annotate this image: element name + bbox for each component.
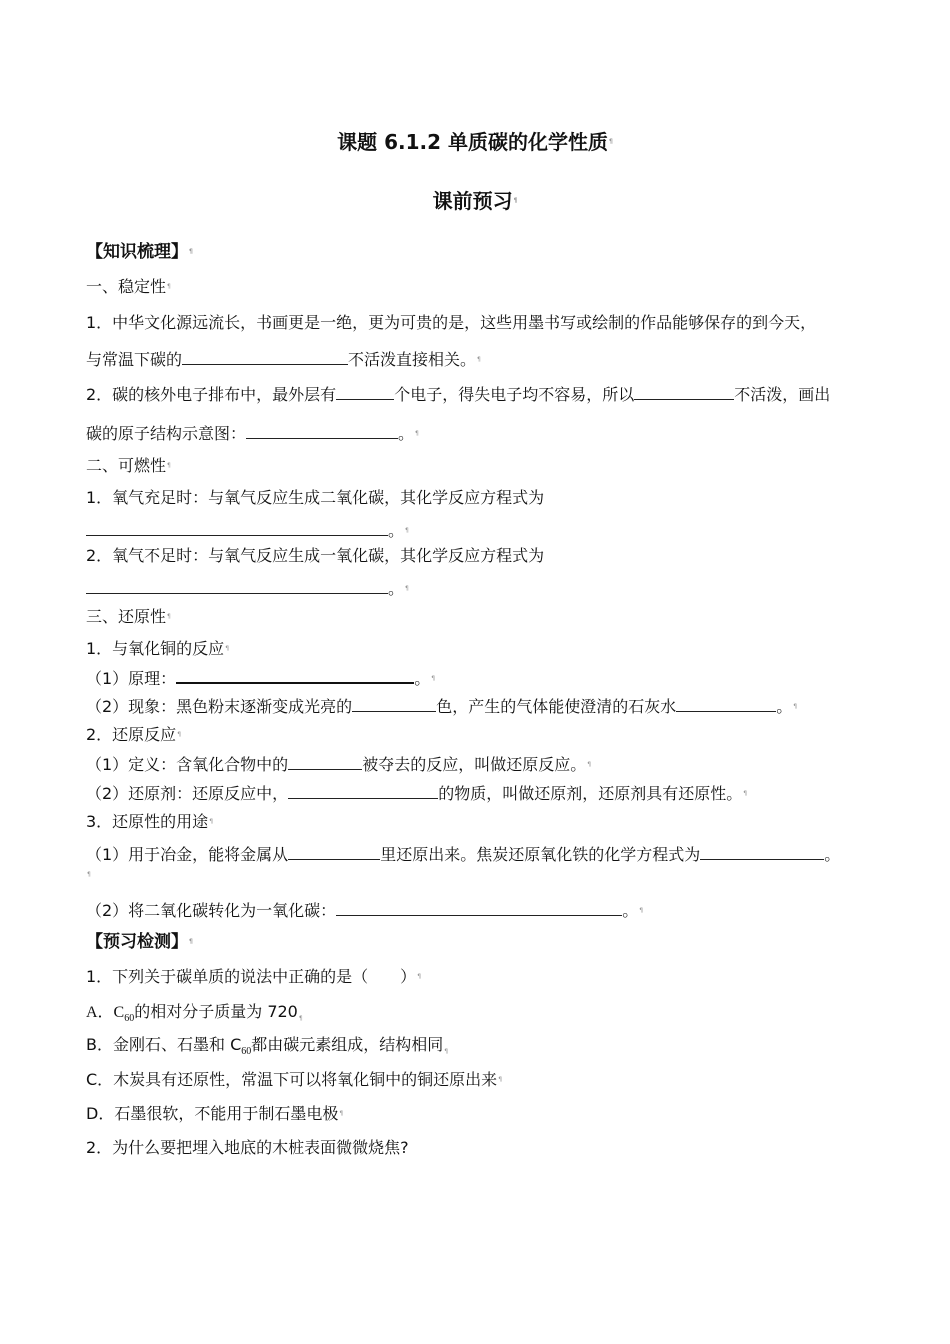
- section-heading-knowledge: [86, 241, 193, 263]
- combustion-1-answer: [86, 519, 409, 542]
- question-text: 1．中华文化源远流长，书画更是一绝，更为可贵的是，这些用墨书写或绘制的作品能够保存的到今天，: [86, 313, 817, 332]
- answer-blank[interactable]: [700, 843, 824, 860]
- co2-to-co: [86, 899, 643, 922]
- paragraph-mark: ¶: [431, 675, 436, 682]
- question-text: 的物质，叫做还原剂，还原剂具有还原性。: [438, 784, 743, 803]
- metallurgy-mark: [86, 864, 91, 886]
- combustion-1: [86, 487, 544, 509]
- option-text: 都由碳元素组成，结构相同: [251, 1035, 444, 1054]
- reducing-agent: [86, 782, 747, 805]
- question-text: 。: [622, 901, 639, 920]
- paragraph-mark: ¶: [417, 973, 422, 980]
- reaction-phenomenon: [86, 695, 797, 718]
- answer-blank[interactable]: [352, 695, 436, 712]
- page-title: [0, 128, 950, 156]
- page-subtitle: [0, 187, 950, 215]
- paragraph-mark: ¶: [587, 761, 592, 768]
- option-subscript: 60: [124, 1013, 135, 1025]
- question-text: 3．还原性的用途: [86, 812, 209, 831]
- paragraph-mark: ¶: [339, 1110, 344, 1117]
- paragraph-mark: ¶: [167, 283, 171, 290]
- option-text: 的相对分子质量为 720: [134, 1002, 298, 1021]
- page-title-text: 课题 6.1.2 单质碳的化学性质: [337, 130, 609, 154]
- question-text: 里还原出来。焦炭还原氧化铁的化学方程式为: [380, 845, 701, 864]
- paragraph-mark: ¶: [405, 527, 409, 534]
- paragraph-mark: ¶: [477, 356, 481, 363]
- option-a[interactable]: [86, 1001, 303, 1030]
- question-text: 。: [776, 697, 793, 716]
- question-text: 碳的原子结构示意图：: [86, 424, 247, 443]
- check-question-2: [86, 1137, 409, 1159]
- paragraph-mark: ¶: [444, 1048, 449, 1056]
- paragraph-mark: ¶: [498, 1076, 503, 1083]
- question-text: 。: [824, 845, 841, 864]
- option-text: C．木炭具有还原性，常温下可以将氧化铜中的铜还原出来: [86, 1070, 498, 1089]
- paragraph-mark: ¶: [87, 871, 91, 878]
- combustion-2-answer: [86, 577, 409, 600]
- paragraph-mark: ¶: [177, 731, 182, 738]
- reaction-principle: [86, 666, 435, 690]
- subsection-stability: [86, 276, 171, 298]
- question-text: 1．下列关于碳单质的说法中正确的是（ ）: [86, 967, 417, 986]
- question-text: 。: [388, 579, 405, 598]
- answer-blank[interactable]: [288, 782, 438, 799]
- subsection-text: 一、稳定性: [86, 277, 167, 296]
- paragraph-mark: ¶: [415, 430, 419, 437]
- question-text: （1）定义：含氧化合物中的: [86, 755, 289, 774]
- question-text: 1．氧气充足时：与氧气反应生成二氧化碳，其化学反应方程式为: [86, 488, 545, 507]
- subsection-text: 三、还原性: [86, 607, 167, 626]
- metallurgy-use: [86, 843, 840, 866]
- question-text: 色，产生的气体能使澄清的石灰水: [436, 697, 677, 716]
- question-text: 个电子，得失电子均不容易，所以: [394, 385, 635, 404]
- reduction-reaction: [86, 724, 181, 746]
- question-text: （2）将二氧化碳转化为一氧化碳：: [86, 901, 337, 920]
- question-text: （2）还原剂：还原反应中，: [86, 784, 289, 803]
- option-c[interactable]: [86, 1069, 502, 1091]
- reduction-definition: [86, 753, 591, 776]
- answer-blank[interactable]: [182, 348, 348, 365]
- paragraph-mark: ¶: [513, 197, 518, 204]
- paragraph-mark: ¶: [189, 248, 193, 255]
- question-text: 2．碳的核外电子排布中，最外层有: [86, 385, 337, 404]
- question-text: 被夺去的反应，叫做还原反应。: [362, 755, 587, 774]
- page-subtitle-text: 课前预习: [432, 189, 513, 213]
- subsection-flammability: [86, 455, 171, 477]
- reducibility-uses: [86, 811, 213, 833]
- question-text: （1）用于冶金，能将金属从: [86, 845, 289, 864]
- answer-blank[interactable]: [336, 383, 394, 400]
- answer-blank[interactable]: [86, 577, 388, 594]
- question-1-line-b: [86, 348, 481, 371]
- check-question-1: [86, 966, 421, 988]
- answer-blank[interactable]: [86, 519, 388, 536]
- question-text: 2．还原反应: [86, 725, 177, 744]
- paragraph-mark: ¶: [298, 1015, 303, 1023]
- paragraph-mark: ¶: [743, 790, 748, 797]
- answer-blank[interactable]: [288, 753, 362, 770]
- paragraph-mark: ¶: [639, 907, 644, 914]
- reaction-copper-oxide: [86, 638, 229, 660]
- question-text: 。: [388, 521, 405, 540]
- question-2-line-b: [86, 422, 419, 445]
- answer-blank[interactable]: [676, 695, 776, 712]
- answer-blank[interactable]: [246, 422, 398, 439]
- question-text: 与常温下碳的: [86, 350, 183, 369]
- question-text: 2．氧气不足时：与氧气反应生成一氧化碳，其化学反应方程式为: [86, 546, 545, 565]
- answer-blank[interactable]: [288, 843, 380, 860]
- question-text: （1）原理：: [86, 669, 177, 688]
- option-b[interactable]: [86, 1034, 448, 1063]
- question-text: 2．为什么要把埋入地底的木桩表面微微烧焦?: [86, 1138, 409, 1157]
- question-text: （2）现象：黑色粉末逐渐变成光亮的: [86, 697, 353, 716]
- heading-text: 【预习检测】: [86, 932, 188, 952]
- question-text: 不活泼直接相关。: [348, 350, 477, 369]
- subsection-reducibility: [86, 606, 171, 628]
- heading-text: 【知识梳理】: [86, 242, 188, 262]
- combustion-2: [86, 545, 544, 567]
- paragraph-mark: ¶: [167, 613, 171, 620]
- question-text: 。: [414, 669, 431, 688]
- option-text: B．金刚石、石墨和 C: [86, 1035, 242, 1054]
- option-subscript: 60: [241, 1046, 252, 1058]
- paragraph-mark: ¶: [189, 938, 193, 945]
- option-text: D．石墨很软，不能用于制石墨电极: [86, 1104, 339, 1123]
- paragraph-mark: ¶: [793, 703, 798, 710]
- paragraph-mark: ¶: [167, 462, 171, 469]
- answer-blank[interactable]: [176, 666, 414, 684]
- answer-blank[interactable]: [336, 899, 622, 916]
- answer-blank[interactable]: [634, 383, 734, 400]
- question-text: 不活泼，画出: [734, 385, 831, 404]
- paragraph-mark: ¶: [609, 138, 613, 145]
- option-text: A．C: [86, 1004, 125, 1021]
- section-heading-check: [86, 931, 193, 953]
- paragraph-mark: ¶: [225, 645, 230, 652]
- question-text: 1．与氧化铜的反应: [86, 639, 225, 658]
- option-d[interactable]: [86, 1103, 343, 1125]
- question-text: 。: [398, 424, 415, 443]
- question-1-line-a: [86, 312, 816, 334]
- paragraph-mark: ¶: [209, 818, 214, 825]
- subsection-text: 二、可燃性: [86, 456, 167, 475]
- paragraph-mark: ¶: [405, 585, 409, 592]
- question-2-line-a: [86, 383, 830, 406]
